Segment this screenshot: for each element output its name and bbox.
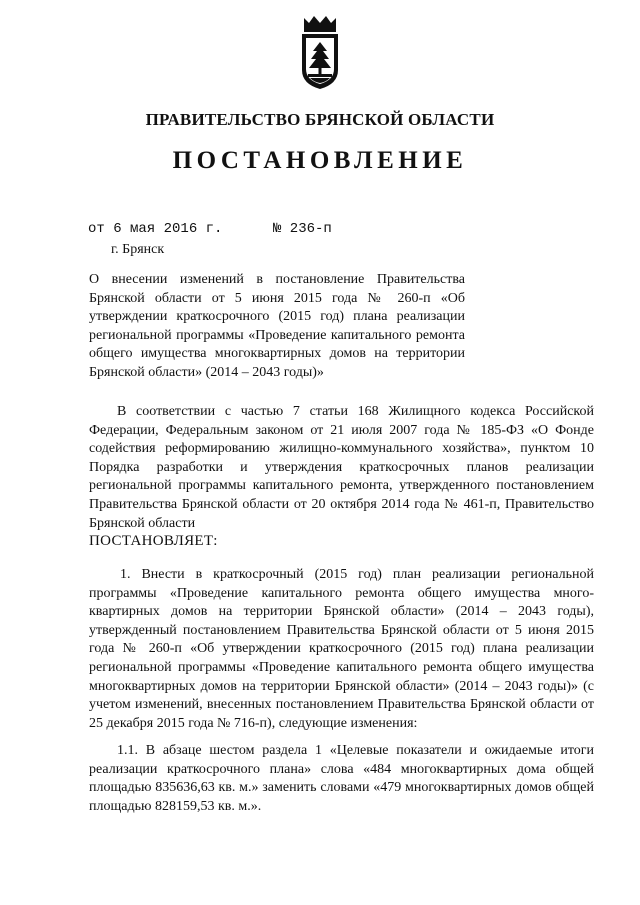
document-subject: О внесении изменений в постановление Правительства Брянской области от 5 июня 2015 года № 260-п «Об утверждении краткосрочного (2015 год) плана реализации региональной программы «Проведение капитального ремонта общего имущества многоквартирных домов на территории Брянской области» (2014 – 2043 годы)» — [89, 272, 465, 380]
paragraph-1: 1. Внести в краткосрочный (2015 год) план реализации региональной программы «Проведение капитального ремонта общего имущества многоквартирных домов на территории Брянской области» (2014 – 2043 годы), утвержденный постановлением Правительства Брянской области от 5 июня 2015 года № 260-п «Об утверждении краткосрочного (2015 год) плана реализации региональной программы «Проведение капитального ремонта общего имущества многоквартирных домов на территории Брянской области» (2014 – 2043 годы)» (с учетом изменений, внесенных постановлением Правительства Брянской области от 25 декабря 2015 года № 716-п), следующие изменения: — [89, 567, 594, 731]
document-date: от 6 мая 2016 г. — [88, 221, 223, 237]
decree-word: ПОСТАНОВЛЯЕТ: — [89, 533, 218, 549]
authority-heading: ПРАВИТЕЛЬСТВО БРЯНСКОЙ ОБЛАСТИ — [145, 110, 495, 129]
document-title: ПОСТАНОВЛЕНИЕ — [172, 147, 468, 174]
document-number: № 236-п — [273, 221, 332, 237]
preamble-paragraph: В соответствии с частью 7 статьи 168 Жилищного кодекса Российской Федерации, Федеральным законом от 21 июля 2007 года № 185-ФЗ «О Фонде содействия реформированию жилищно-коммунального хозяйства», пунктом 10 Порядка разработки и утверждения краткосрочных планов реализации региональной программы капитального ремонта, утвержденного постановлением Правительства Брянской области от 20 октября 2014 года № 461-п, Правительство Брянской области — [89, 404, 594, 531]
paragraph-1-1: 1.1. В абзаце шестом раздела 1 «Целевые показатели и ожидаемые итоги реализации краткосрочного плана» слова «484 многоквартирных дома общей площадью 835636,63 кв. м.» заменить словами «479 многоквартирных домов общей площадью 828159,53 кв. м.». — [89, 743, 594, 814]
document-city: г. Брянск — [111, 242, 165, 257]
coat-of-arms-icon — [298, 14, 342, 90]
